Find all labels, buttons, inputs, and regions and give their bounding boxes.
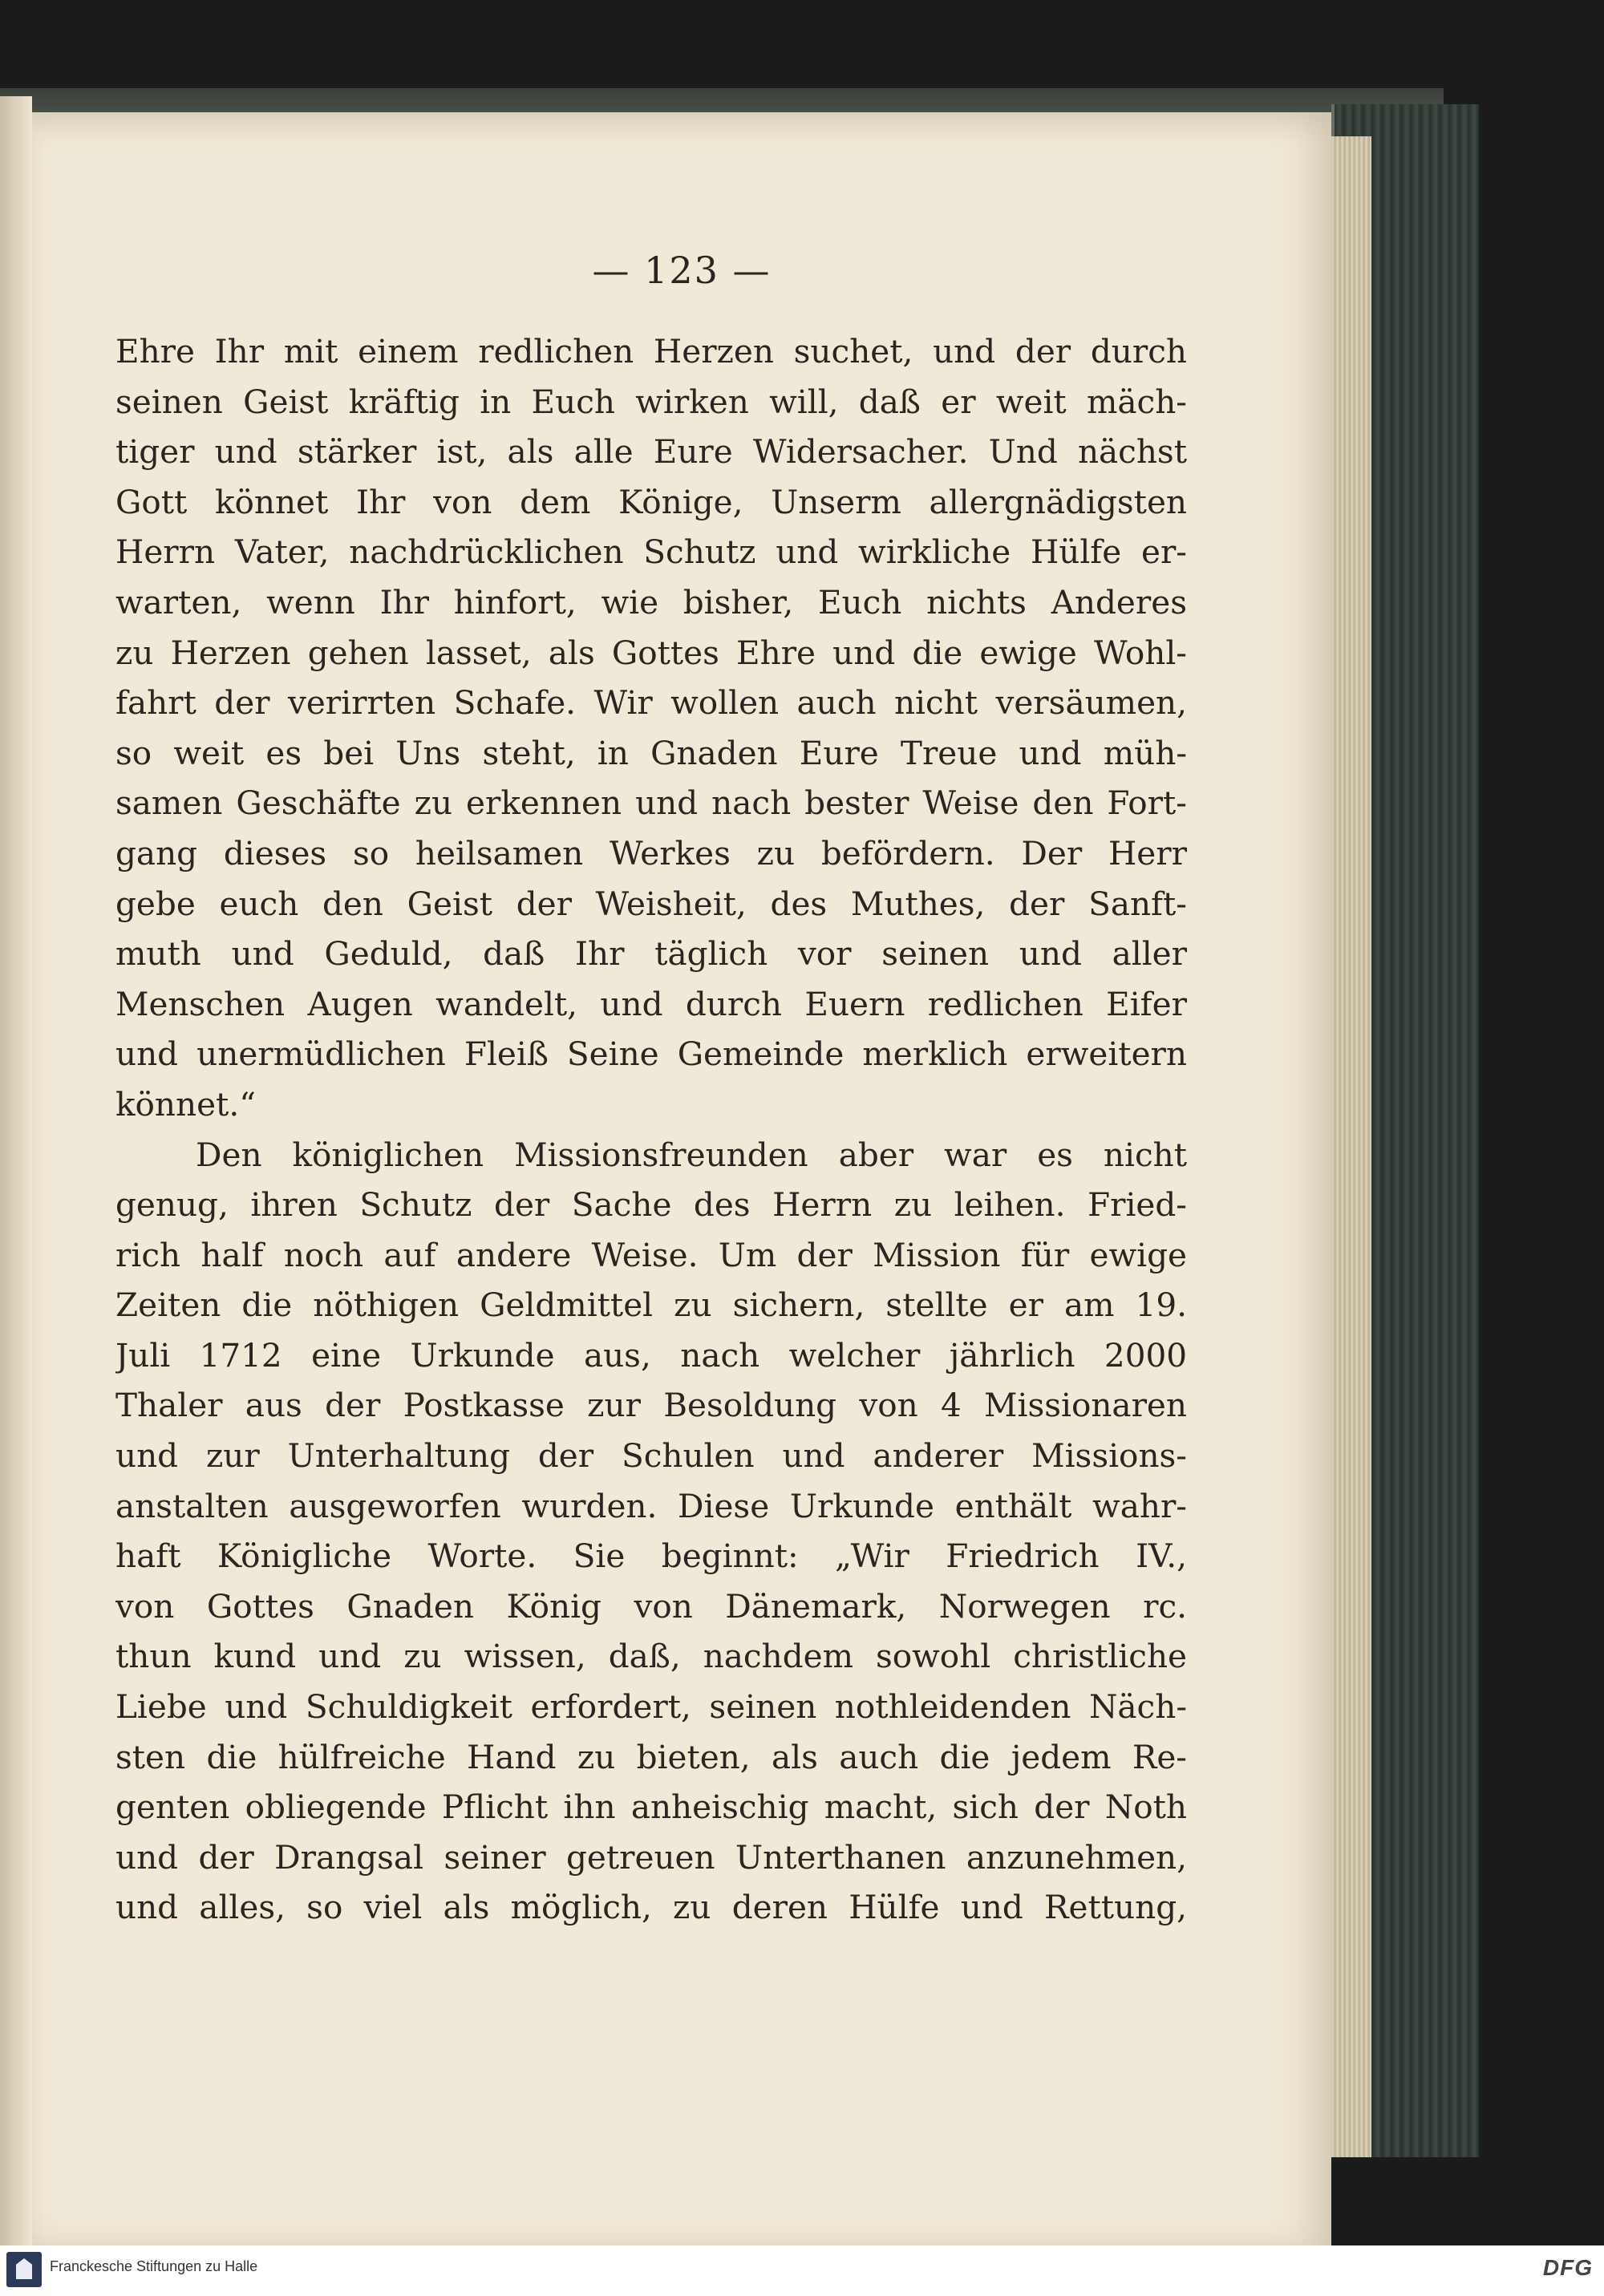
text-line: anstalten ausgeworfen wurden. Diese Urkunde enthält wahr- xyxy=(115,1486,1187,1525)
institution-label: Franckesche Stiftungen zu Halle xyxy=(50,2258,258,2274)
text-line: sten die hülfreiche Hand zu bieten, als auch die jedem Re- xyxy=(115,1737,1187,1776)
text-line: Juli 1712 eine Urkunde aus, nach welcher jährlich 2000 xyxy=(115,1335,1187,1375)
text-line: seinen Geist kräftig in Euch wirken will, daß er weit mäch- xyxy=(115,382,1187,421)
text-line: gang dieses so heilsamen Werkes zu befördern. Der Herr xyxy=(115,833,1187,873)
text-line: Menschen Augen wandelt, und durch Euern redlichen Eifer xyxy=(115,984,1187,1023)
page-number-header: — 123 — xyxy=(592,249,772,292)
body-text xyxy=(115,326,1187,1933)
dfg-logo: DFG xyxy=(1542,2255,1593,2280)
text-line: samen Geschäfte zu erkennen und nach bester Weise den Fort- xyxy=(115,784,1187,823)
text-line: könnet.“ xyxy=(115,1084,256,1124)
text-line: thun kund und zu wissen, daß, nachdem sowohl christliche xyxy=(115,1637,1187,1676)
text-line: Ehre Ihr mit einem redlichen Herzen suchet, und der durch xyxy=(115,332,1187,371)
viewer-footer xyxy=(0,2245,1604,2296)
text-line: und alles, so viel als möglich, zu deren Hülfe und Rettung, xyxy=(115,1888,1187,1927)
text-line: Herrn Vater, nachdrücklichen Schutz und wirkliche Hülfe er- xyxy=(115,532,1187,572)
text-line: haft Königliche Worte. Sie beginnt: „Wir Friedrich IV., xyxy=(115,1537,1187,1576)
page-gutter xyxy=(0,96,32,2262)
text-line: Den königlichen Missionsfreunden aber war es nicht xyxy=(196,1135,1187,1174)
text-line: so weit es bei Uns steht, in Gnaden Eure Treue und müh- xyxy=(115,733,1187,772)
franckesche-stiftungen-logo-icon xyxy=(6,2252,42,2287)
text-line: fahrt der verirrten Schafe. Wir wollen auch nicht versäumen, xyxy=(115,683,1187,723)
text-line: Gott könnet Ihr von dem Könige, Unserm allergnädigsten xyxy=(115,482,1187,521)
text-line: genug, ihren Schutz der Sache des Herrn zu leihen. Fried- xyxy=(115,1185,1187,1225)
text-line: rich half noch auf andere Weise. Um der Mission für ewige xyxy=(115,1235,1187,1274)
text-line: genten obliegende Pflicht ihn anheischig macht, sich der Noth xyxy=(115,1788,1187,1827)
text-line: gebe euch den Geist der Weisheit, des Muthes, der Sanft- xyxy=(115,884,1187,923)
text-line: Thaler aus der Postkasse zur Besoldung von 4 Missionaren xyxy=(115,1386,1187,1425)
text-line: zu Herzen gehen lasset, als Gottes Ehre und die ewige Wohl- xyxy=(115,633,1187,672)
text-line: und der Drangsal seiner getreuen Unterthanen anzunehmen, xyxy=(115,1837,1187,1877)
text-line: Liebe und Schuldigkeit erfordert, seinen nothleidenden Näch- xyxy=(115,1687,1187,1727)
book-page xyxy=(32,112,1331,2245)
text-line: muth und Geduld, daß Ihr täglich vor seinen und aller xyxy=(115,934,1187,974)
text-line: tiger und stärker ist, als alle Eure Widersacher. Und nächst xyxy=(115,432,1187,472)
text-line: und unermüdlichen Fleiß Seine Gemeinde merklich erweitern xyxy=(115,1035,1187,1074)
text-line: warten, wenn Ihr hinfort, wie bisher, Euch nichts Anderes xyxy=(115,582,1187,622)
text-line: von Gottes Gnaden König von Dänemark, Norwegen rc. xyxy=(115,1586,1187,1626)
text-line: Zeiten die nöthigen Geldmittel zu sichern, stellte er am 19. xyxy=(115,1286,1187,1325)
text-line: und zur Unterhaltung der Schulen und anderer Missions- xyxy=(115,1436,1187,1476)
